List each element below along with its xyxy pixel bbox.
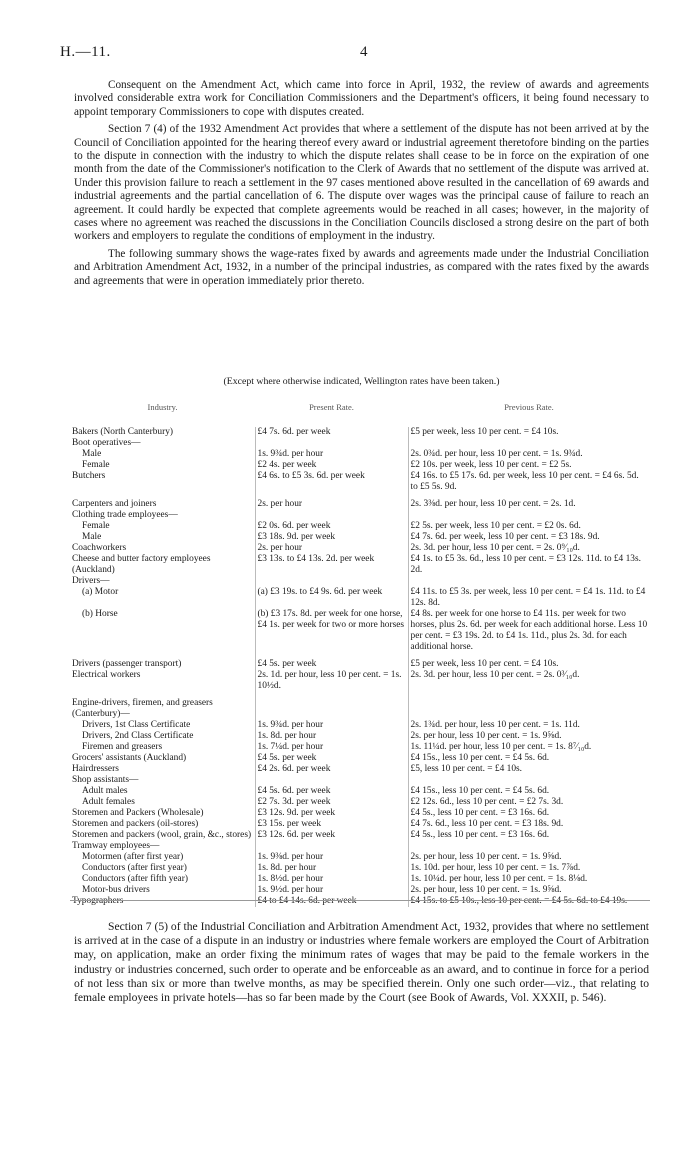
cell-previous-rate: £4 15s. to £5 10s., less 10 per cent. = £4 5s. 6d. to £4 19s. bbox=[408, 896, 650, 907]
cell-previous-rate: £5 per week, less 10 per cent. = £4 10s. bbox=[408, 659, 650, 670]
table-row bbox=[70, 775, 650, 786]
table-row bbox=[70, 609, 650, 653]
wage-rates-table bbox=[70, 402, 650, 907]
cell-present-rate: 1s. 8½d. per hour bbox=[255, 874, 408, 885]
cell-industry: Cheese and butter factory employees (Auckland) bbox=[72, 554, 211, 575]
cell-present-rate: 1s. 9⅜d. per hour bbox=[255, 852, 408, 863]
page-number: 4 bbox=[360, 44, 368, 60]
cell-present-rate: £3 12s. 6d. per week bbox=[255, 830, 408, 841]
cell-present-rate bbox=[255, 698, 408, 720]
cell-previous-rate: £4 5s., less 10 per cent. = £3 16s. 6d. bbox=[408, 830, 650, 841]
table-row bbox=[70, 753, 650, 764]
cell-industry: Adult females bbox=[82, 797, 135, 807]
cell-previous-rate: £5 per week, less 10 per cent. = £4 10s. bbox=[408, 427, 650, 438]
cell-industry: Firemen and greasers bbox=[82, 742, 163, 752]
cell-previous-rate: £4 5s., less 10 per cent. = £3 16s. 6d. bbox=[408, 808, 650, 819]
table-row bbox=[70, 808, 650, 819]
cell-previous-rate: 2s. 0¾d. per hour, less 10 per cent. = 1s. 9¾d. bbox=[408, 449, 650, 460]
table-row bbox=[70, 532, 650, 543]
cell-industry: Coachworkers bbox=[72, 543, 127, 553]
paragraph-section-7-4: Section 7 (4) of the 1932 Amendment Act provides that where a settlement of the dispute has not been arrived at by the Council of Conciliation appointed for the hearing thereof every award or industrial agreement theretofore binding on the parties to the dispute in connection with the industry to which the dispute relates shall cease to be in force on the expiration of one month from the date of the Commissioner's notification to the Clerk of Awards that no settlement of the dispute was arrived at. Under this provision failure to reach a settlement in the 97 cases mentioned above resulted in the cancellation of 69 awards and industrial agreements and the partial cancellation of 6. The dispute over wages was the principal cause of failure to reach an agreement. It could hardly be expected that complete agreements would be reached in all cases; however, in the majority of cases where no agreement was reached the discussions in the Conciliation Councils disclosed a strong desire on the part of both workers and employers to regulate the conditions of employment in the industry. bbox=[74, 123, 649, 243]
cell-previous-rate: 2s. per hour, less 10 per cent. = 1s. 9⅝d. bbox=[408, 852, 650, 863]
table-row bbox=[70, 797, 650, 808]
table-row bbox=[70, 449, 650, 460]
table-header-row bbox=[70, 402, 650, 427]
cell-industry: Grocers' assistants (Auckland) bbox=[72, 753, 187, 763]
cell-industry: Male bbox=[82, 532, 102, 542]
cell-previous-rate: 2s. 3d. per hour, less 10 per cent. = 2s. 0³⁄₁₀d. bbox=[408, 670, 650, 692]
cell-previous-rate bbox=[408, 510, 650, 521]
table-row bbox=[70, 587, 650, 609]
cell-present-rate: 1s. 7¼d. per hour bbox=[255, 742, 408, 753]
table-row bbox=[70, 731, 650, 742]
cell-industry: Adult males bbox=[82, 786, 128, 796]
cell-present-rate: 1s. 8d. per hour bbox=[255, 863, 408, 874]
cell-industry: Butchers bbox=[72, 471, 106, 481]
cell-industry: (a) Motor bbox=[82, 587, 119, 597]
table-row bbox=[70, 460, 650, 471]
cell-present-rate: (a) £3 19s. to £4 9s. 6d. per week bbox=[255, 587, 408, 609]
cell-present-rate: £4 7s. 6d. per week bbox=[255, 427, 408, 438]
cell-industry: Female bbox=[82, 460, 110, 470]
table-row bbox=[70, 698, 650, 720]
cell-previous-rate: 2s. 3⅜d. per hour, less 10 per cent. = 2s. 1d. bbox=[408, 499, 650, 510]
cell-previous-rate: 2s. 1¾d. per hour, less 10 per cent. = 1s. 11d. bbox=[408, 720, 650, 731]
table-row bbox=[70, 471, 650, 493]
paragraph-amendment-act: Consequent on the Amendment Act, which came into force in April, 1932, the review of awards and agreements involved considerable extra work for Conciliation Commissioners and the Department's officers, it being found necessary to appoint temporary Commissioners to cope with disputes created. bbox=[74, 79, 649, 118]
cell-previous-rate: £5, less 10 per cent. = £4 10s. bbox=[408, 764, 650, 775]
cell-previous-rate: £4 15s., less 10 per cent. = £4 5s. 6d. bbox=[408, 786, 650, 797]
table-row bbox=[70, 427, 650, 438]
cell-industry: Engine-drivers, firemen, and greasers (Canterbury)— bbox=[72, 698, 213, 719]
cell-industry: Tramway employees— bbox=[72, 841, 160, 851]
cell-present-rate: £3 12s. 9d. per week bbox=[255, 808, 408, 819]
cell-previous-rate bbox=[408, 438, 650, 449]
table-note: (Except where otherwise indicated, Wellington rates have been taken.) bbox=[223, 376, 500, 387]
cell-industry: Typographers bbox=[72, 896, 124, 906]
paragraph-summary-intro: The following summary shows the wage-rates fixed by awards and agreements made under the Industrial Conciliation and Arbitration Amendment Act, 1932, in a number of the principal industries, as compared with the rates fixed by the awards and agreements that were in operation immediately prior thereto. bbox=[74, 247, 649, 287]
column-header-previous-rate: Previous Rate. bbox=[504, 402, 554, 412]
cell-present-rate: £2 0s. 6d. per week bbox=[255, 521, 408, 532]
table-row bbox=[70, 896, 650, 907]
table-row bbox=[70, 720, 650, 731]
cell-industry: Female bbox=[82, 521, 110, 531]
cell-present-rate bbox=[255, 775, 408, 786]
table-row bbox=[70, 521, 650, 532]
cell-present-rate: £4 to £4 14s. 6d. per week bbox=[255, 896, 408, 907]
table-row bbox=[70, 764, 650, 775]
cell-previous-rate: £2 5s. per week, less 10 per cent. = £2 0s. 6d. bbox=[408, 521, 650, 532]
table-row bbox=[70, 786, 650, 797]
cell-present-rate: 2s. per hour bbox=[255, 499, 408, 510]
cell-previous-rate: £4 7s. 6d., less 10 per cent. = £3 18s. 9d. bbox=[408, 819, 650, 830]
column-header-present-rate: Present Rate. bbox=[309, 402, 354, 412]
cell-previous-rate: 2s. per hour, less 10 per cent. = 1s. 9⅝d. bbox=[408, 885, 650, 896]
cell-previous-rate: 1s. 11¼d. per hour, less 10 per cent. = 1s. 8⁷⁄₁₀d. bbox=[408, 742, 650, 753]
table-row bbox=[70, 576, 650, 587]
table-row bbox=[70, 438, 650, 449]
cell-previous-rate: £4 11s. to £5 3s. per week, less 10 per cent. = £4 1s. 11d. to £4 12s. 8d. bbox=[408, 587, 650, 609]
cell-previous-rate: £4 16s. to £5 17s. 6d. per week, less 10 per cent. = £4 6s. 5d. to £5 5s. 9d. bbox=[408, 471, 650, 493]
cell-industry: Motor-bus drivers bbox=[82, 885, 150, 895]
table-row bbox=[70, 659, 650, 670]
cell-present-rate: £4 6s. to £5 3s. 6d. per week bbox=[255, 471, 408, 493]
cell-industry: Electrical workers bbox=[72, 670, 141, 680]
cell-present-rate: 1s. 8d. per hour bbox=[255, 731, 408, 742]
cell-industry: Hairdressers bbox=[72, 764, 119, 774]
cell-present-rate: £3 13s. to £4 13s. 2d. per week bbox=[255, 554, 408, 576]
cell-previous-rate: £4 7s. 6d. per week, less 10 per cent. = £3 18s. 9d. bbox=[408, 532, 650, 543]
table-row bbox=[70, 852, 650, 863]
cell-industry: Storemen and packers (wool, grain, &c., stores) bbox=[72, 830, 252, 840]
cell-industry: Conductors (after fifth year) bbox=[82, 874, 188, 884]
table-row bbox=[70, 499, 650, 510]
table-row bbox=[70, 830, 650, 841]
cell-previous-rate: £4 8s. per week for one horse to £4 11s. per week for two horses, plus 2s. 6d. per week for each additional horse. Less 10 per cent. = £3 19s. 2d. to £4 1s. 11d., plus 2s. 3d. for each additional horse. bbox=[408, 609, 650, 653]
table-row bbox=[70, 819, 650, 830]
cell-previous-rate: £2 10s. per week, less 10 per cent. = £2 5s. bbox=[408, 460, 650, 471]
cell-present-rate: £3 18s. 9d. per week bbox=[255, 532, 408, 543]
cell-present-rate: £4 2s. 6d. per week bbox=[255, 764, 408, 775]
cell-previous-rate bbox=[408, 841, 650, 852]
table-body bbox=[70, 427, 650, 907]
cell-previous-rate: £4 1s. to £5 3s. 6d., less 10 per cent. = £3 12s. 11d. to £4 13s. 2d. bbox=[408, 554, 650, 576]
cell-present-rate bbox=[255, 438, 408, 449]
cell-industry: Storemen and packers (oil-stores) bbox=[72, 819, 199, 829]
table-row bbox=[70, 670, 650, 692]
cell-present-rate: £3 15s. per week bbox=[255, 819, 408, 830]
cell-industry: Carpenters and joiners bbox=[72, 499, 157, 509]
table-row bbox=[70, 543, 650, 554]
cell-previous-rate: 1s. 10d. per hour, less 10 per cent. = 1s. 7⅞d. bbox=[408, 863, 650, 874]
cell-previous-rate: 2s. per hour, less 10 per cent. = 1s. 9⅝d. bbox=[408, 731, 650, 742]
cell-present-rate: 1s. 9¾d. per hour bbox=[255, 720, 408, 731]
cell-industry: (b) Horse bbox=[82, 609, 118, 619]
table-row bbox=[70, 510, 650, 521]
cell-industry: Clothing trade employees— bbox=[72, 510, 178, 520]
cell-previous-rate: 1s. 10¼d. per hour, less 10 per cent. = 1s. 8⅛d. bbox=[408, 874, 650, 885]
cell-industry: Shop assistants— bbox=[72, 775, 139, 785]
cell-present-rate: 2s. 1d. per hour, less 10 per cent. = 1s. 10½d. bbox=[255, 670, 408, 692]
table-row bbox=[70, 554, 650, 576]
cell-previous-rate: £4 15s., less 10 per cent. = £4 5s. 6d. bbox=[408, 753, 650, 764]
cell-present-rate: 1s. 9½d. per hour bbox=[255, 885, 408, 896]
cell-present-rate: £4 5s. 6d. per week bbox=[255, 786, 408, 797]
table-row bbox=[70, 841, 650, 852]
closing-section bbox=[74, 920, 649, 1009]
cell-industry: Drivers— bbox=[72, 576, 110, 586]
table-row bbox=[70, 874, 650, 885]
cell-present-rate: £4 5s. per week bbox=[255, 659, 408, 670]
cell-previous-rate bbox=[408, 775, 650, 786]
cell-present-rate: (b) £3 17s. 8d. per week for one horse, £4 1s. per week for two or more horses bbox=[255, 609, 408, 653]
cell-present-rate bbox=[255, 841, 408, 852]
cell-present-rate: £2 4s. per week bbox=[255, 460, 408, 471]
cell-present-rate: 2s. per hour bbox=[255, 543, 408, 554]
cell-present-rate: 1s. 9¾d. per hour bbox=[255, 449, 408, 460]
cell-industry: Motormen (after first year) bbox=[82, 852, 184, 862]
cell-present-rate bbox=[255, 510, 408, 521]
cell-present-rate: £4 5s. per week bbox=[255, 753, 408, 764]
table-bottom-rule bbox=[70, 900, 650, 901]
cell-present-rate bbox=[255, 576, 408, 587]
cell-industry: Boot operatives— bbox=[72, 438, 141, 448]
cell-previous-rate: 2s. 3d. per hour, less 10 per cent. = 2s. 0⁹⁄₁₀d. bbox=[408, 543, 650, 554]
paragraph-section-7-5: Section 7 (5) of the Industrial Conciliation and Arbitration Amendment Act, 1932, provides that where no settlement is arrived at in the case of a dispute in an industry or industries where female workers are employed the Court of Arbitration may, on application, make an order fixing the minimum rates of wages that may be paid to the female workers in the industry or industries concerned, such order to operate and be enforceable as an award, and to continue in force for a period of not less than six or more than twelve months, as may be specified therein. Only one such order—viz., that relating to female employees in private hotels—has so far been made by the Court (see Book of Awards, Vol. XXXII, p. 546). bbox=[74, 920, 650, 1005]
cell-previous-rate bbox=[408, 576, 650, 587]
cell-industry: Bakers (North Canterbury) bbox=[72, 427, 174, 437]
cell-industry: Drivers (passenger transport) bbox=[72, 659, 182, 669]
cell-present-rate: £2 7s. 3d. per week bbox=[255, 797, 408, 808]
cell-industry: Conductors (after first year) bbox=[82, 863, 187, 873]
cell-industry: Drivers, 1st Class Certificate bbox=[82, 720, 191, 730]
cell-industry: Storemen and Packers (Wholesale) bbox=[72, 808, 204, 818]
document-reference: H.—11. bbox=[60, 44, 111, 60]
table-row bbox=[70, 885, 650, 896]
cell-previous-rate: £2 12s. 6d., less 10 per cent. = £2 7s. 3d. bbox=[408, 797, 650, 808]
page-header bbox=[60, 44, 640, 64]
intro-paragraphs bbox=[74, 79, 649, 292]
cell-previous-rate bbox=[408, 698, 650, 720]
cell-industry: Male bbox=[82, 449, 102, 459]
table-row bbox=[70, 742, 650, 753]
cell-industry: Drivers, 2nd Class Certificate bbox=[82, 731, 194, 741]
table-row bbox=[70, 863, 650, 874]
column-header-industry: Industry. bbox=[147, 402, 178, 412]
